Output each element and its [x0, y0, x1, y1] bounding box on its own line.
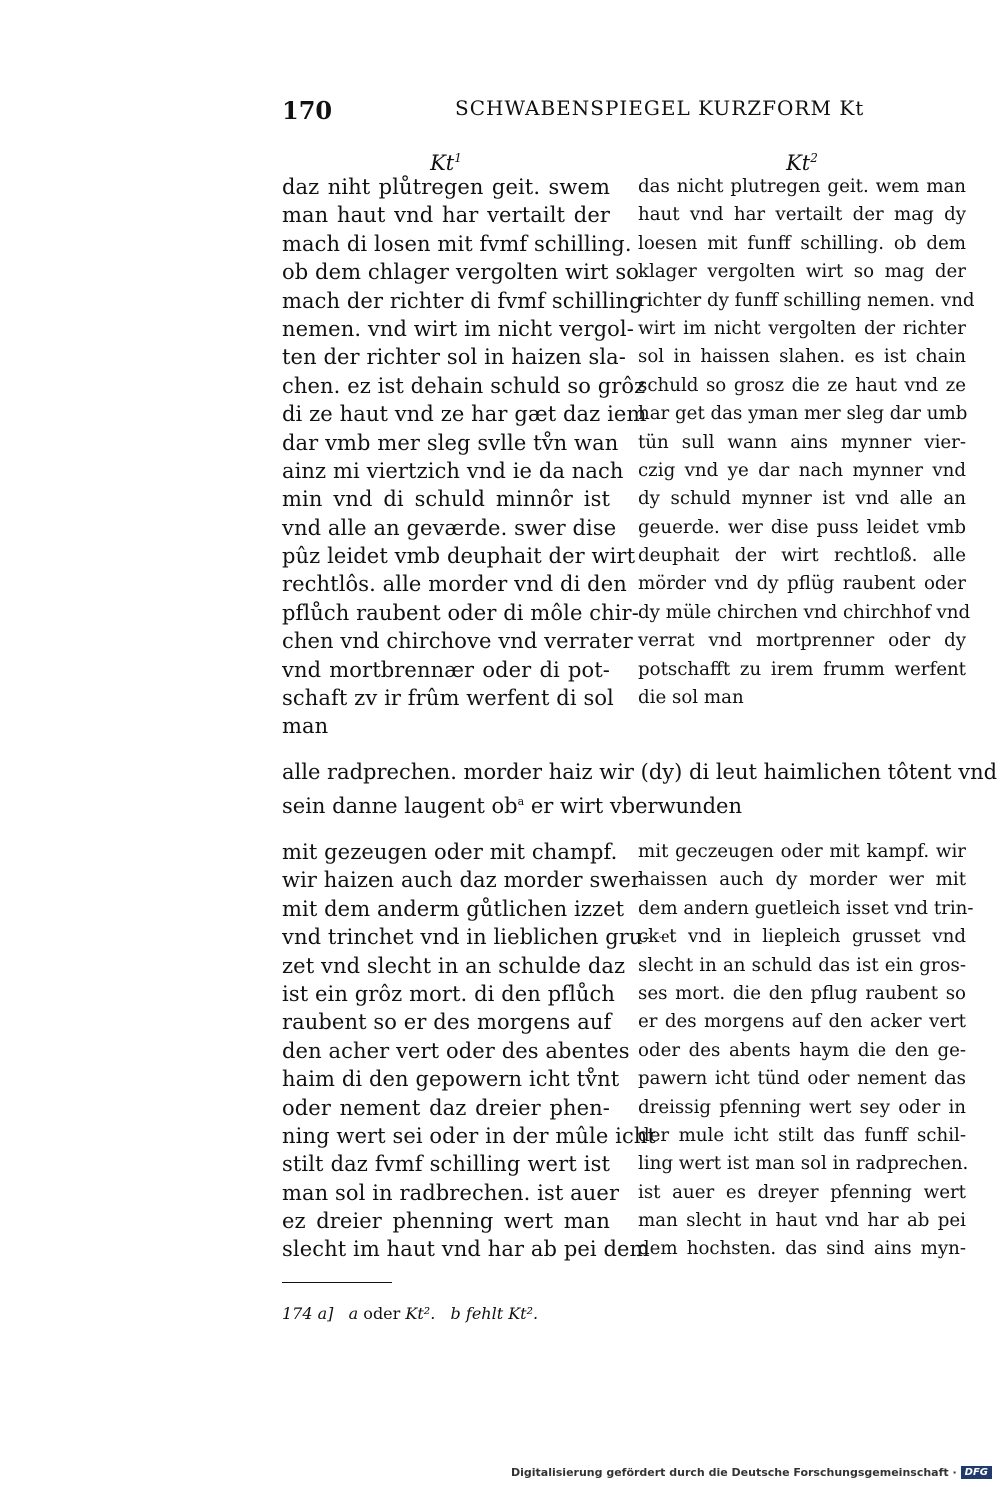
footnote: 174 a] a oder Kt². b fehlt Kt².: [282, 1304, 539, 1323]
shared-text-line: alle radprechen. morder haiz wir (dy) di leut haimlichen tôtent vnd: [282, 760, 998, 784]
left-column-upper: [282, 143, 647, 741]
left-text-block-2: [282, 838, 656, 1264]
shared-text-block: [282, 757, 998, 818]
text-line: die sol man: [638, 687, 744, 709]
text-line: ling wert ist man sol in radprechen.: [638, 1153, 969, 1175]
text-line: deuphait der wirt rechtloß. alle: [638, 545, 966, 567]
text-line: mit gezeugen oder mit champf.: [282, 840, 618, 864]
text-line: schaft zv ir frûm werfent di sol: [282, 686, 614, 711]
page-number: 170: [282, 96, 333, 125]
text-line: pflůch raubent oder di môle chir-: [282, 600, 639, 625]
text-line: richter dy funff schilling nemen. vnd: [638, 289, 975, 311]
text-line: dem andern guetleich isset vnd trin-: [638, 897, 974, 919]
text-line: pûz leidet vmb deuphait der wirt: [282, 544, 636, 569]
text-line: di ze haut vnd ze har gæt daz iem: [282, 402, 647, 427]
text-line: ten der richter sol in haizen sla-: [282, 345, 626, 370]
text-line: mörder vnd dy pflüg raubent oder: [638, 573, 966, 595]
text-line: ist auer es dreyer pfenning wert: [638, 1181, 966, 1203]
text-line: mach di losen mit fvmf schilling.: [282, 231, 632, 256]
text-line: dem hochsten. das sind ains myn-: [638, 1238, 966, 1260]
text-line: mach der richter di fvmf schilling: [282, 288, 643, 313]
left-column-heading: Kt$^1$: [430, 151, 462, 175]
text-line: man haut vnd har vertailt der: [282, 203, 610, 228]
text-line: klager vergolten wirt so mag der: [638, 261, 966, 283]
text-line: stilt daz fvmf schilling wert ist: [282, 1152, 610, 1177]
text-line: vnd alle an geværde. swer dise: [282, 515, 617, 540]
right-text-block-2: [638, 838, 974, 1264]
text-line: haissen auch dy morder wer mit: [638, 869, 966, 891]
text-line: dar vmb mer sleg svlle tv̊n wan: [282, 430, 619, 455]
text-line: tün sull wann ains mynner vier-: [638, 431, 966, 453]
text-line: ckҽt vnd in liepleich grusset vnd: [638, 926, 966, 948]
text-line: rechtlôs. alle morder vnd di den: [282, 572, 627, 597]
text-line: haim di den gepowern icht tv̊nt: [282, 1067, 620, 1092]
text-line: slecht im haut vnd har ab pei dem: [282, 1237, 650, 1262]
text-line: raubent so er des morgens auf: [282, 1010, 612, 1035]
text-line: mit geczeugen oder mit kampf. wir: [638, 841, 966, 862]
digitization-credit: Digitalisierung gefördert durch die Deutsche Forschungsgemeinschaft · DFG: [511, 1466, 992, 1479]
text-line: daz niht plůtregen geit. swem: [282, 175, 610, 199]
text-line: wir haizen auch daz morder swer: [282, 868, 642, 893]
text-line: das nicht plutregen geit. wem man: [638, 176, 966, 197]
text-line: chen vnd chirchove vnd verrater: [282, 629, 633, 654]
text-line: ning wert sei oder in der mûle icht: [282, 1123, 656, 1148]
left-column-lower: [282, 838, 656, 1264]
text-line: man sol in radbrechen. ist auer: [282, 1180, 620, 1205]
text-line: ist ein grôz mort. di den pflůch: [282, 981, 616, 1006]
text-line: czig vnd ye dar nach mynner vnd: [638, 459, 966, 481]
footnote-rule: [282, 1282, 392, 1283]
dfg-logo-icon: DFG: [961, 1466, 992, 1479]
text-line: vnd trinchet vnd in lieblichen gru-: [282, 925, 650, 950]
text-line: haut vnd har vertailt der mag dy: [638, 204, 966, 226]
right-column-heading: Kt$^2$: [786, 151, 818, 175]
text-line: loesen mit funff schilling. ob dem: [638, 232, 966, 254]
text-line: chen. ez ist dehain schuld so grôz: [282, 373, 646, 398]
text-line: potschafft zu irem frumm werfent: [638, 658, 966, 680]
text-line: geuerde. wer dise puss leidet vmb: [638, 516, 966, 538]
text-line: vnd mortbrennær oder di pot-: [282, 657, 610, 682]
right-text-block-1: [638, 173, 975, 712]
right-column-lower: [638, 838, 974, 1264]
text-line: oder nement daz dreier phen-: [282, 1095, 610, 1120]
text-line: der mule icht stilt das funff schil-: [638, 1124, 966, 1146]
text-line: pawern icht tünd oder nement das: [638, 1068, 966, 1090]
text-line: oder des abents haym die den ge-: [638, 1039, 966, 1061]
text-line: den acher vert oder des abentes: [282, 1038, 630, 1063]
text-line: nemen. vnd wirt im nicht vergol-: [282, 316, 634, 341]
text-line: dy schuld mynner ist vnd alle an: [638, 488, 966, 510]
text-line: min vnd di schuld minnôr ist: [282, 487, 610, 512]
left-text-block-1: [282, 173, 647, 741]
text-line: ses mort. die den pflug raubent so: [638, 982, 966, 1004]
right-column-upper: [638, 143, 975, 712]
text-line: zet vnd slecht in an schulde daz: [282, 953, 626, 978]
text-line: sol in haissen slahen. es ist chain: [638, 346, 966, 368]
text-line: ainz mi viertzich vnd ie da nach: [282, 458, 624, 483]
text-line: har get das yman mer sleg dar umb: [638, 403, 968, 425]
text-line: mit dem anderm gůtlichen izzet: [282, 896, 625, 921]
running-head: SCHWABENSPIEGEL KURZFORM Kt: [455, 96, 865, 120]
text-line: schuld so grosz die ze haut vnd ze: [638, 374, 966, 396]
shared-text-line: sein danne laugent $ob^a$ er wirt vberwunden: [282, 794, 743, 818]
text-line: ob dem chlager vergolten wirt so: [282, 260, 639, 285]
text-line: dreissig pfenning wert sey oder in: [638, 1096, 966, 1118]
text-line: man slecht in haut vnd har ab pei: [638, 1210, 966, 1232]
text-line: er des morgens auf den acker vert: [638, 1011, 966, 1033]
text-line: wirt im nicht vergolten der richter: [638, 317, 966, 339]
text-line: man: [282, 714, 329, 739]
text-line: verrat vnd mortprenner oder dy: [638, 630, 966, 652]
text-line: dy müle chirchen vnd chirchhof vnd: [638, 601, 971, 623]
text-line: slecht in an schuld das ist ein gros-: [638, 954, 966, 976]
text-line: ez dreier phenning wert man: [282, 1209, 610, 1234]
